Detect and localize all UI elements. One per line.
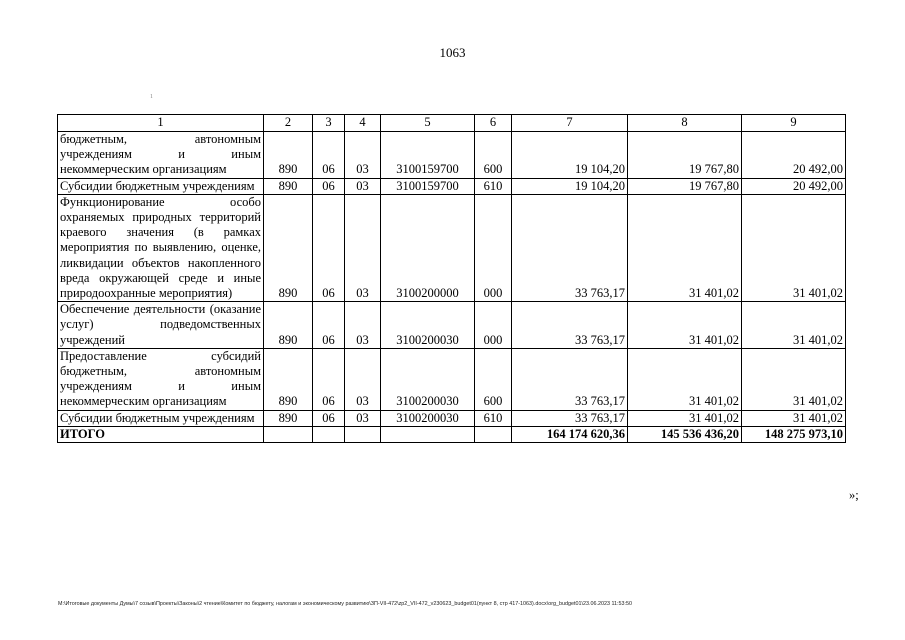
cell-subsection: 03 <box>345 348 381 410</box>
cell-section: 06 <box>313 194 345 301</box>
cell-amount-8: 19 767,80 <box>628 178 742 194</box>
header-cell: 9 <box>742 115 846 132</box>
cell-amount-9: 31 401,02 <box>742 194 846 301</box>
cell-expense-type: 610 <box>475 178 512 194</box>
cell-amount-7: 33 763,17 <box>512 410 628 426</box>
cell-amount-7: 33 763,17 <box>512 194 628 301</box>
footer-file-path: M:\Итоговые документы Думы\7 созыв\Проекты\Законы\2 чтение\Комитет по бюджету, налогам и экономическому развитию\ЗП-VII-472\zp2_VII-472_v230623_budget01(пункт 8, стр 417-1063).docx\org_budget01\23.06.2023 11:53:50 <box>58 601 633 607</box>
table-row <box>58 410 846 426</box>
cell-ministry: 890 <box>264 178 313 194</box>
cell-amount-7: 19 104,20 <box>512 132 628 179</box>
total-amount-9: 148 275 973,10 <box>742 426 846 442</box>
header-row <box>58 115 846 132</box>
cell-subsection: 03 <box>345 178 381 194</box>
cell-section: 06 <box>313 410 345 426</box>
cell-amount-9: 20 492,00 <box>742 132 846 179</box>
cell-target-article: 3100159700 <box>381 178 475 194</box>
row-name: Субсидии бюджетным учреждениям <box>58 178 264 194</box>
header-cell: 1 <box>58 115 264 132</box>
cell-amount-8: 31 401,02 <box>628 348 742 410</box>
cell-ministry: 890 <box>264 410 313 426</box>
cell-ministry: 890 <box>264 348 313 410</box>
cell-section: 06 <box>313 132 345 179</box>
row-name: бюджетным, автономным учреждениям и иным некоммерческим организациям <box>58 132 264 179</box>
cell-target-article: 3100200030 <box>381 348 475 410</box>
page-number: 1063 <box>439 45 466 60</box>
empty-cell <box>264 426 313 442</box>
table-row <box>58 348 846 410</box>
cell-subsection: 03 <box>345 302 381 349</box>
empty-cell <box>313 426 345 442</box>
empty-cell <box>381 426 475 442</box>
total-amount-8: 145 536 436,20 <box>628 426 742 442</box>
total-row <box>58 426 846 442</box>
cell-expense-type: 000 <box>475 302 512 349</box>
cell-amount-7: 33 763,17 <box>512 348 628 410</box>
cell-subsection: 03 <box>345 132 381 179</box>
cell-amount-8: 19 767,80 <box>628 132 742 179</box>
cell-amount-7: 33 763,17 <box>512 302 628 349</box>
table-row <box>58 132 846 179</box>
empty-cell <box>345 426 381 442</box>
cell-section: 06 <box>313 348 345 410</box>
cell-target-article: 3100200030 <box>381 302 475 349</box>
cell-ministry: 890 <box>264 132 313 179</box>
cell-amount-9: 31 401,02 <box>742 410 846 426</box>
cell-expense-type: 000 <box>475 194 512 301</box>
row-name: Предоставление субсидий бюджетным, автономным учреждениям и иным некоммерческим организациям <box>58 348 264 410</box>
header-cell: 4 <box>345 115 381 132</box>
cell-amount-8: 31 401,02 <box>628 410 742 426</box>
header-cell: 5 <box>381 115 475 132</box>
cell-target-article: 3100200000 <box>381 194 475 301</box>
header-cell: 3 <box>313 115 345 132</box>
cell-expense-type: 600 <box>475 348 512 410</box>
row-name: Субсидии бюджетным учреждениям <box>58 410 264 426</box>
cell-subsection: 03 <box>345 410 381 426</box>
header-cell: 2 <box>264 115 313 132</box>
cell-subsection: 03 <box>345 194 381 301</box>
cell-amount-9: 20 492,00 <box>742 178 846 194</box>
cell-ministry: 890 <box>264 302 313 349</box>
closing-quote: »; <box>849 488 859 502</box>
cell-target-article: 3100159700 <box>381 132 475 179</box>
cell-target-article: 3100200030 <box>381 410 475 426</box>
cell-amount-9: 31 401,02 <box>742 302 846 349</box>
total-amount-7: 164 174 620,36 <box>512 426 628 442</box>
table-row <box>58 302 846 349</box>
cell-expense-type: 600 <box>475 132 512 179</box>
header-cell: 7 <box>512 115 628 132</box>
table-row <box>58 194 846 301</box>
row-name: Обеспечение деятельности (оказание услуг) подведомственных учреждений <box>58 302 264 349</box>
cell-amount-7: 19 104,20 <box>512 178 628 194</box>
empty-cell <box>475 426 512 442</box>
cell-amount-9: 31 401,02 <box>742 348 846 410</box>
cell-section: 06 <box>313 178 345 194</box>
cell-section: 06 <box>313 302 345 349</box>
table-row <box>58 178 846 194</box>
header-cell: 8 <box>628 115 742 132</box>
cell-amount-8: 31 401,02 <box>628 194 742 301</box>
total-label: ИТОГО <box>58 426 264 442</box>
row-name: Функционирование особо охраняемых природных территорий краевого значения (в рамках мероприятия по выявлению, оценке, ликвидации объектов накопленного вреда окружающей среде и иные природоохранные мероприятия) <box>58 194 264 301</box>
cell-amount-8: 31 401,02 <box>628 302 742 349</box>
cell-expense-type: 610 <box>475 410 512 426</box>
margin-mark: 1 <box>150 94 153 100</box>
budget-table <box>57 114 846 443</box>
cell-ministry: 890 <box>264 194 313 301</box>
header-cell: 6 <box>475 115 512 132</box>
